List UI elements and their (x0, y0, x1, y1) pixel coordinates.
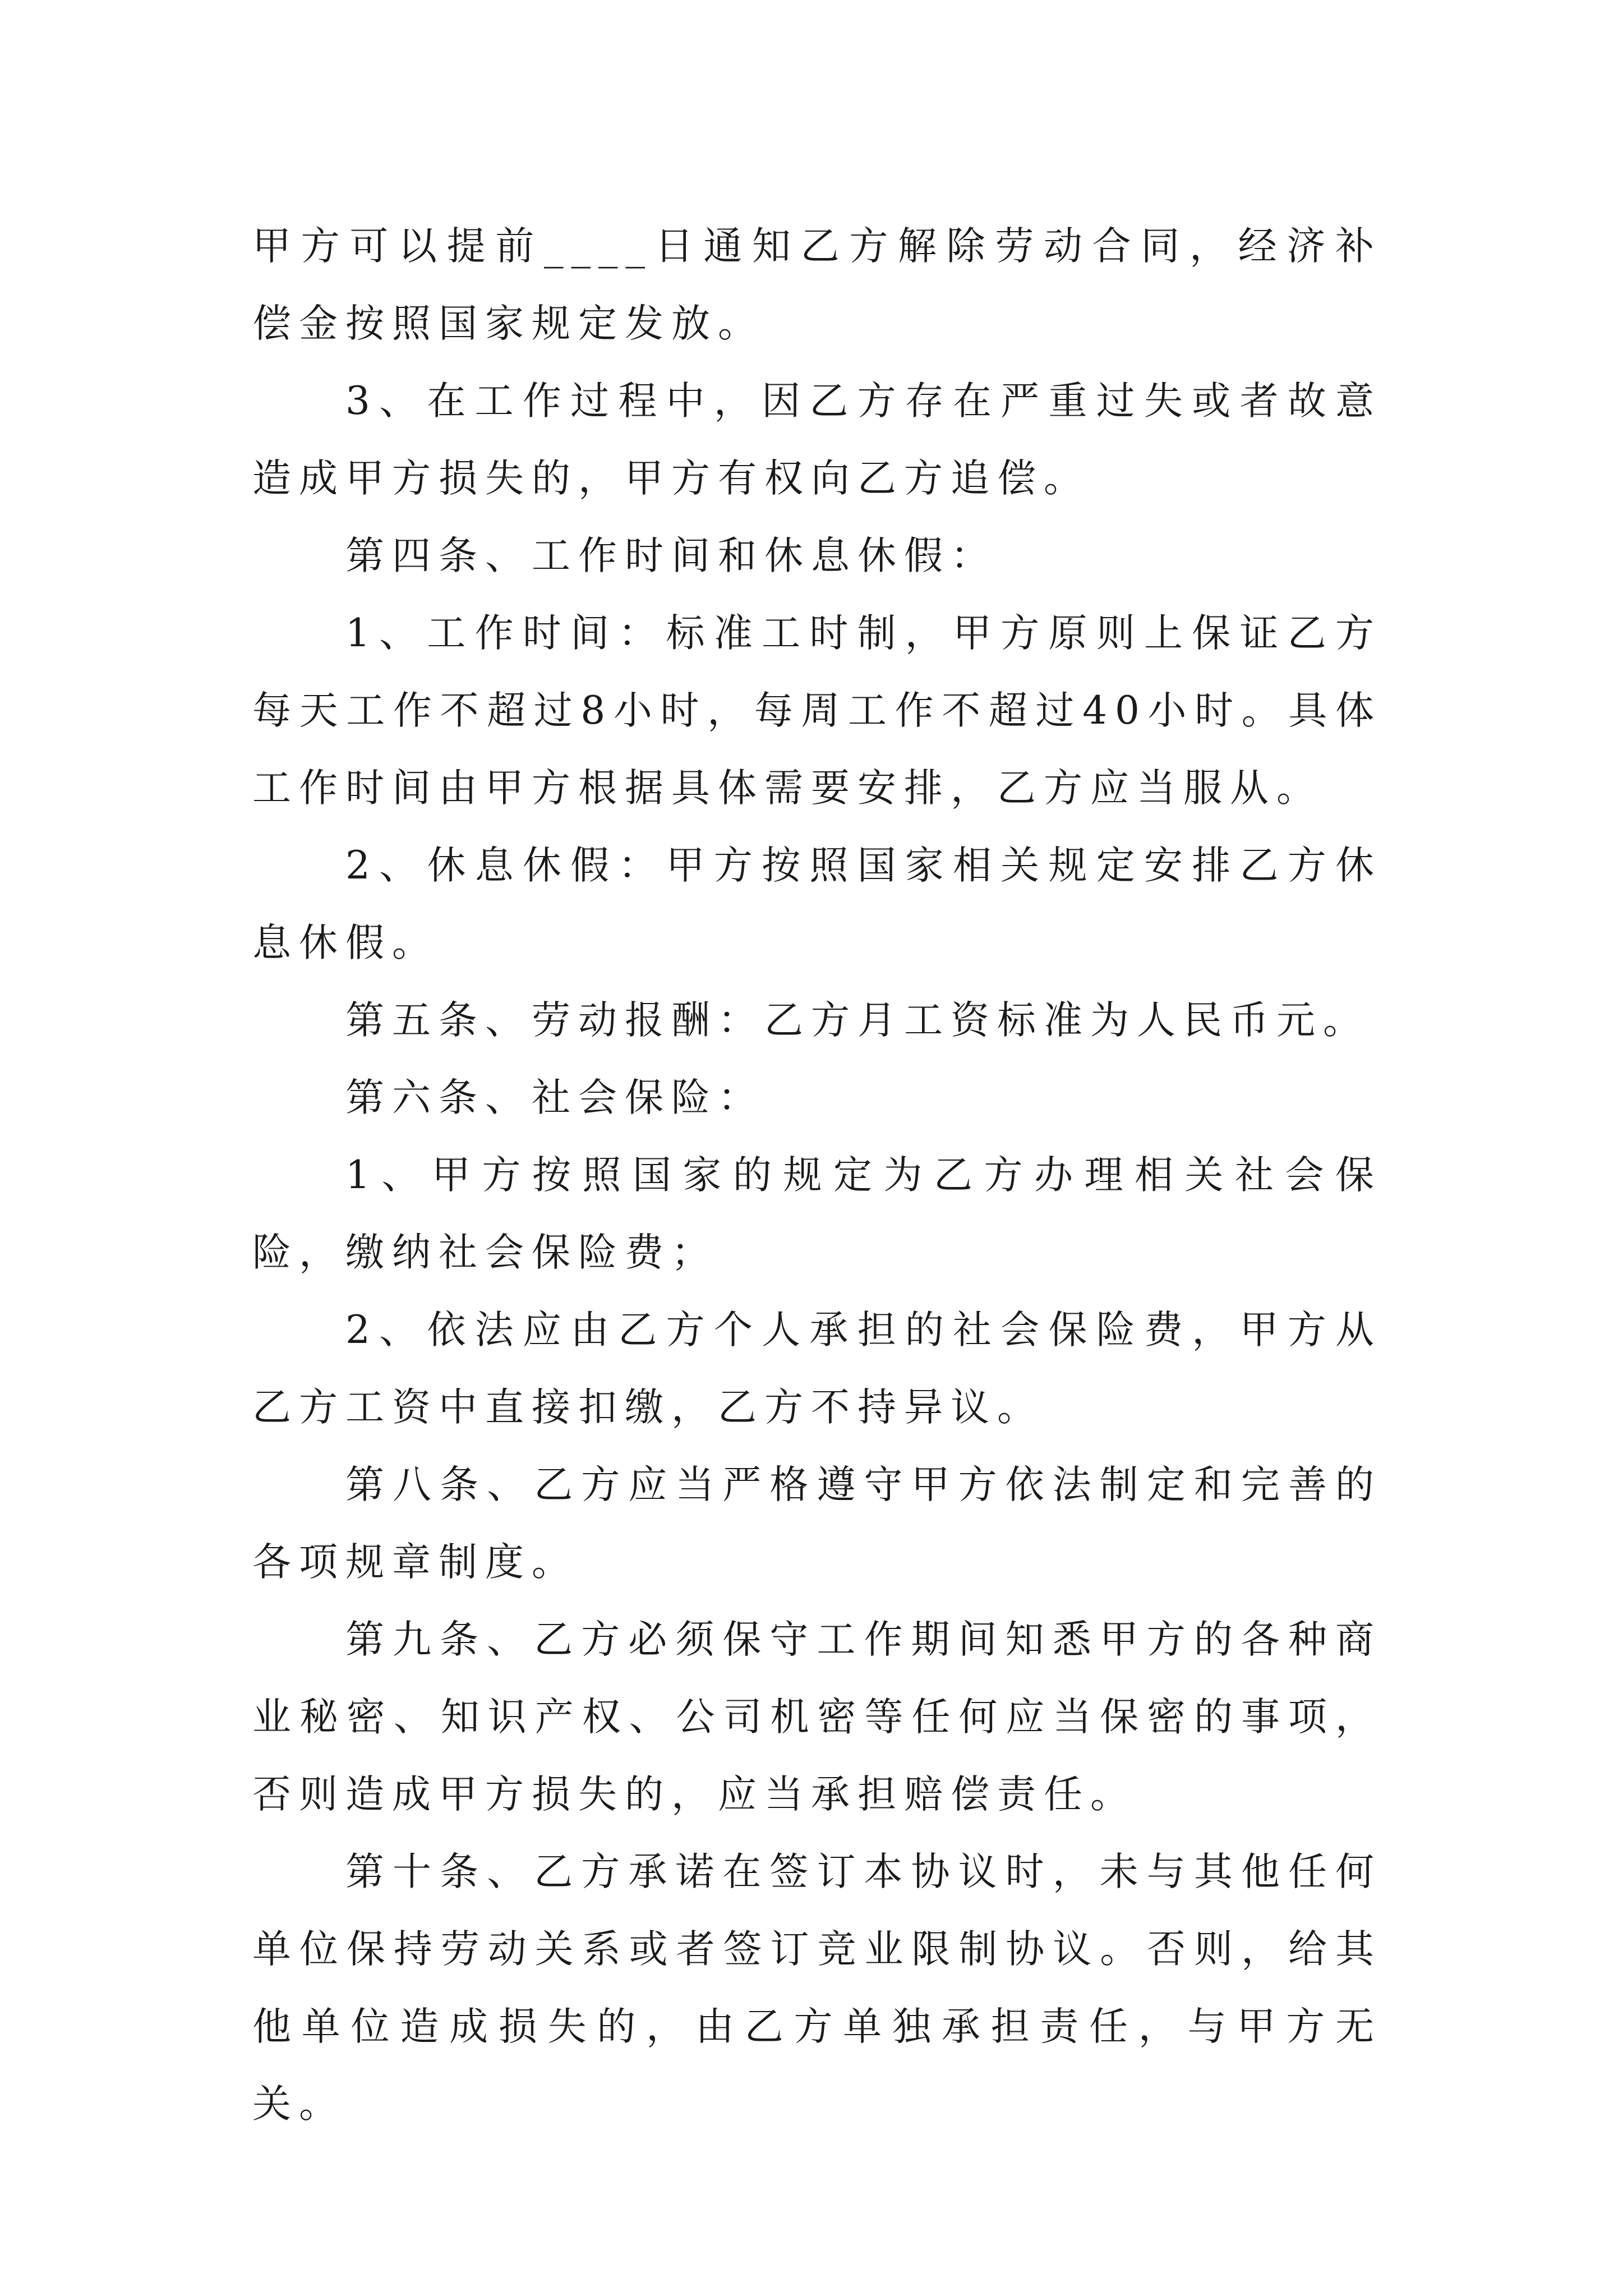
paragraph-1: 甲方可以提前____日通知乙方解除劳动合同，经济补偿金按照国家规定发放。 (252, 224, 1382, 346)
paragraph-11: 第九条、乙方必须保守工作期间知悉甲方的各种商业秘密、知识产权、公司机密等任何应当保密的事项，否则造成甲方损失的，应当承担赔偿责任。 (252, 1617, 1382, 1817)
paragraph-7: 第六条、社会保险： (345, 1075, 764, 1120)
paragraph-2: 3、在工作过程中，因乙方存在严重过失或者故意造成甲方损失的，甲方有权向乙方追偿。 (252, 379, 1382, 501)
paragraph-6: 第五条、劳动报酬：乙方月工资标准为人民币元。 (345, 998, 1370, 1043)
paragraph-8: 1、甲方按照国家的规定为乙方办理相关社会保险，缴纳社会保险费； (252, 1153, 1382, 1275)
paragraph-12: 第十条、乙方承诺在签订本协议时，未与其他任何单位保持劳动关系或者签订竞业限制协议。否则，给其他单位造成损失的，由乙方单独承担责任，与甲方无关。 (252, 1849, 1382, 2127)
paragraph-9: 2、依法应由乙方个人承担的社会保险费，甲方从乙方工资中直接扣缴，乙方不持异议。 (252, 1308, 1382, 1430)
document-body (252, 208, 1382, 2143)
paragraph-4: 1、工作时间：标准工时制，甲方原则上保证乙方每天工作不超过8小时，每周工作不超过40小时。具体工作时间由甲方根据具体需要安排，乙方应当服从。 (252, 611, 1382, 811)
paragraph-5: 2、休息休假：甲方按照国家相关规定安排乙方休息休假。 (252, 843, 1382, 965)
paragraph-3: 第四条、工作时间和休息休假： (345, 533, 997, 578)
paragraph-10: 第八条、乙方应当严格遵守甲方依法制定和完善的各项规章制度。 (252, 1462, 1382, 1585)
